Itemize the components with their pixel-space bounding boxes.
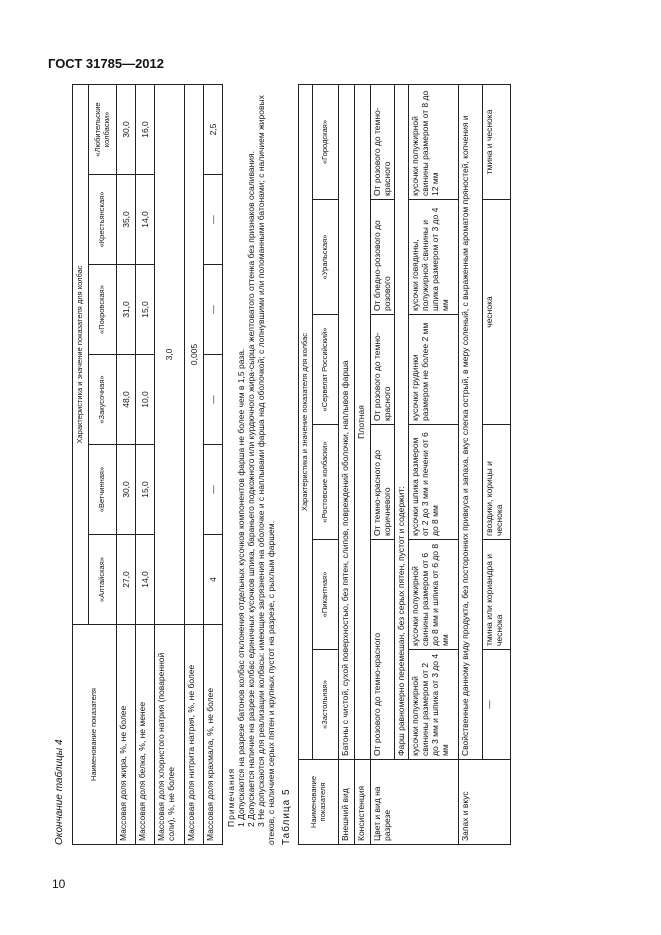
table-row [117,85,136,845]
page-number: 10 [52,877,66,891]
t5-cell: От розового до темно-красного [371,540,395,760]
t5-indicator-header: Наименование показателя [299,760,339,845]
t4-cell: — [204,355,223,445]
t4-cell: 10,0 [136,355,155,445]
t5-smell-intro: Свойственные данному виду продукта, без посторонних привкуса и запаха, вкус слегка острый, в меру соленый, с выраженным ароматом пряностей, копчения и [459,85,483,760]
t5-external-cell: Батоны с чистой, сухой поверхностью, без пятен, слипов, повреждений оболочки, наплывов фарша [339,85,355,760]
t5-row-name: Запах и вкус [459,760,511,845]
table-row [355,85,371,845]
table-row [185,85,204,845]
t4-cell: 31,0 [117,265,136,355]
note-1: 1 Допускаются на разрезе батонов колбас отклонения отдельных кусочков компонентов фарша не более чем в 1,5 раза. [236,348,247,827]
t4-cell: 30,0 [117,85,136,175]
t5-cell: От бледно-розового до розового [371,200,395,315]
t5-col-header: «Пикантная» [313,540,339,650]
t5-cell: кусочки полужирной свинины размером от 2 до 3 мм и шпика от 3 до 4 мм [409,650,459,760]
t5-cell: кусочки полужирной свинины размером от 6 до 8 мм и шпика от 6 до 8 мм [409,540,459,650]
t4-cell: — [204,445,223,535]
t4-row-name: Массовая доля хлористого натрия (поваренной соли), %, не более [155,625,185,845]
note-2: 2 Допускается наличие на разрезе колбас единичных кусочков шпика, бараньего подкожного или курдючного жира-сырца желтоватого оттенка без признаков осаливания. [246,151,257,827]
t5-mince-intro: Фарш равномерно перемешан, без серых пятен, пустот и содержит: [395,85,409,760]
t5-row-name: Цвет и вид на разрезе [371,760,459,845]
table-row [459,85,483,845]
t4-cell: 14,0 [136,175,155,265]
t5-cell: гвоздики, корицы и чеснока [483,425,511,540]
t5-group-header: Характеристика и значение показателя для колбас [299,85,313,760]
table-row [339,85,355,845]
table4-notes [223,85,276,845]
t4-row-name: Массовая доля белка, %, не менее [136,625,155,845]
t4-col-header: «Ветчинная» [89,445,117,535]
t5-cell: тмина или кориандра и чеснока [483,540,511,650]
table-row [155,85,185,845]
t4-row-name: Массовая доля жира, %, не более [117,625,136,845]
t4-cell: 14,0 [136,535,155,625]
t5-col-header: «Сервелат Российский» [313,315,339,425]
table4-caption: Окончание таблицы 4 [54,739,65,845]
notes-heading: Примечания [226,767,236,827]
t4-indicator-header: Наименование показателя [73,625,117,845]
table-row [136,85,155,845]
t4-cell: 15,0 [136,445,155,535]
t4-col-header: «Закусочная» [89,355,117,445]
t4-row-name: Массовая доля нитрита натрия, %, не более [185,625,204,845]
t5-cell: От темно-красного до коричневого [371,425,395,540]
t4-cell: 15,0 [136,265,155,355]
t4-cell: 4 [204,535,223,625]
table-row [483,85,511,845]
t5-cell: тмина и чеснока [483,85,511,200]
t4-col-header: «Покровская» [89,265,117,355]
t5-col-header: «Уральская» [313,200,339,315]
t5-cell: кусочки грудинки размером не более 2 мм [409,315,459,425]
t5-cell: кусочки полужирной свинины размером от 8 до 12 мм [409,85,459,200]
t5-col-header: «Ростовские колбаски» [313,425,339,540]
t4-cell: 48,0 [117,355,136,445]
table4 [72,84,223,845]
t4-cell: 35,0 [117,175,136,265]
table-row [371,85,395,845]
t4-merged-cell: 3,0 [155,85,185,625]
t4-cell: — [204,265,223,355]
t5-consistency-cell: Плотная [355,85,371,760]
t5-col-header: «Застольная» [313,650,339,760]
t4-cell: — [204,175,223,265]
table-row [204,85,223,845]
t5-cell: От розового до темно-красного [371,85,395,200]
t5-cell: кусочки шпика размером от 2 до 3 мм и печени от 6 до 8 мм [409,425,459,540]
t5-cell: От розового до темно-красного [371,315,395,425]
note-3: 3 Не допускаются для реализации колбасы: имеющие загрязнения на оболочке и с наплывами фарша над оболочкой; с лопнувшими или поломанными батонами; с наличием жировых отеков, с наличием серых пятен и крупных пустот на разрезе, с рыхлым фаршем. [256,95,277,845]
t5-cell: кусочки говядины, полужирной свинины и шпика размером от 3 до 4 мм [409,200,459,315]
table-row [395,85,409,845]
t4-cell: 2,5 [204,85,223,175]
t5-cell: — [483,650,511,760]
t4-cell: 30,0 [117,445,136,535]
t4-row-name: Массовая доля крахмала, %, не более [204,625,223,845]
t5-row-name: Внешний вид [339,760,355,845]
t5-row-name: Консистенция [355,760,371,845]
t4-col-header: «Крестьянская» [89,175,117,265]
t4-merged-cell: 0,005 [185,85,204,625]
rotated-page-content [48,85,608,845]
standard-title: ГОСТ 31785—2012 [48,56,164,71]
table5 [298,84,511,845]
t5-col-header: «Городская» [313,85,339,200]
table-row [409,85,459,845]
t4-group-header: Характеристика и значение показателя для колбас [73,85,89,625]
t4-cell: 27,0 [117,535,136,625]
table5-caption: Таблица 5 [281,788,292,845]
t4-col-header: «Любительские колбаски» [89,85,117,175]
t4-cell: 16,0 [136,85,155,175]
t4-col-header: «Алтайская» [89,535,117,625]
t5-cell: чеснока [483,200,511,425]
